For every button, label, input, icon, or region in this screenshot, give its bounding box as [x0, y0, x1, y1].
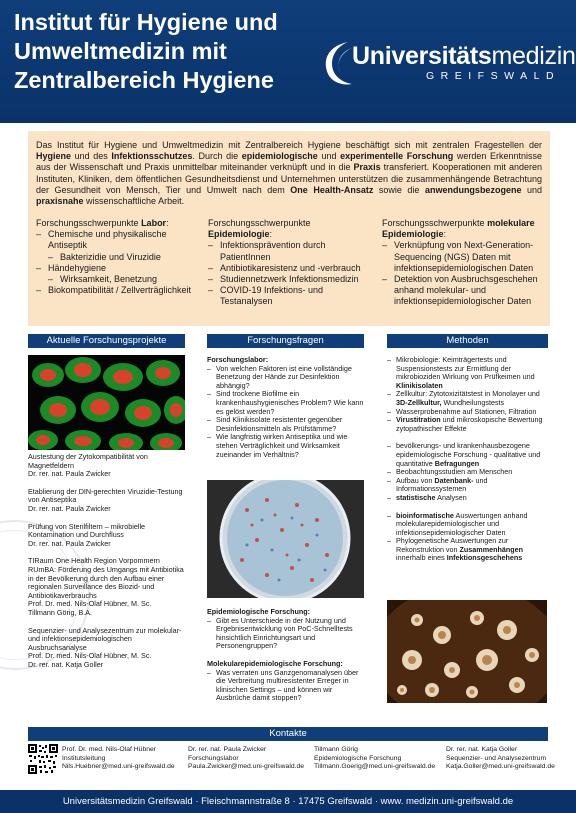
list-item: – Gibt es Unterschiede in der Nutzung und Ergebnisentwicklung von PoC-Schnelltests hinsichtlich Einrichtungsart und Personengruppen?	[207, 617, 367, 651]
contact-role: Forschungslabor	[188, 754, 239, 762]
questions-heading: Forschungslabor:	[207, 355, 269, 364]
list-item: – Wirksamkeit, Benetzung	[36, 274, 201, 285]
colonies-graphic	[387, 600, 547, 703]
intro-box	[28, 131, 550, 326]
project-item	[28, 453, 188, 479]
list-item: – Bakterizidie und Viruzidie	[36, 252, 201, 263]
petri-dish-image	[207, 480, 364, 598]
logo-wordmark-bold: Universitäts	[352, 42, 492, 70]
cell-fluorescence-image	[28, 355, 185, 450]
contact-name: Prof. Dr. med. Nils-Olaf Hübner	[62, 746, 157, 753]
contact-person	[314, 746, 442, 772]
project-person: Dr. rer. nat. Katja Goller	[28, 659, 104, 669]
contact-role: Sequenzier- und Analysezentrum	[446, 754, 547, 762]
list-item: – Zellkultur: Zytotoxizitätstest in Monolayer und 3D-Zellkultur, Wundheilungstests	[387, 390, 549, 407]
list-item: – Aufbau von Datenbank- und Informationssystemen	[387, 477, 549, 494]
intro-text: Das Institut für Hygiene und Umweltmedizin mit Zentralbereich Hygiene beschäftigt sich mit zentralen Fragestellen der Hygiene und des Infektionsschutzes. Durch die epidemiologische und experimentelle Forschung werden Erkenntnisse aus der Wissenschaft und Praxis unmittelbar miteinander verknüpft und in die Praxis transferiert. Kooperationen mit anderen Instituten, Kliniken, dem öffentlichen Gesundheitsdienst und Unternehmen unterstützen die zusammenhängende Betrachtung der Gesundheit von Mensch, Tier und Umwelt nach dem One Health-Ansatz sowie die anwendungsbezogene und praxisnahe wissenschaftliche Arbeit.	[36, 140, 543, 207]
cell-image-graphic	[28, 355, 185, 450]
focus-molecular	[382, 218, 550, 308]
list-item: – Von welchen Faktoren ist eine vollständige Benetzung der Hände zur Desinfektion abhängig?	[207, 365, 367, 391]
methods-group-mol	[387, 512, 549, 564]
footer: Universitätsmedizin Greifswald · Fleischmannstraße 8 · 17475 Greifswald · www. medizin.uni-greifswald.de	[0, 790, 576, 813]
focus-heading: Forschungsschwerpunkte Labor:	[36, 218, 169, 228]
project-title: Prüfung von Sterilfiltern – mikrobielle Kontamination und Durchfluss	[28, 521, 146, 540]
contact-role: Institutsleitung	[62, 754, 106, 762]
contact-person	[446, 746, 572, 772]
list-item: – Was verraten uns Ganzgenomanalysen über die Verbreitung multiresistenter Erreger in klinischen Settings – und können wir Ausbrüche damit stoppen?	[207, 669, 367, 703]
project-person: Dr. rer. nat. Paula Zwicker	[28, 469, 111, 479]
list-item: – bevölkerungs- und krankenhausbezogene epidemiologische Forschung - qualitative und quantitative Befragungen	[387, 442, 549, 468]
questions-labor	[207, 356, 367, 459]
project-person: Tillmann Görig, B.A.	[28, 607, 93, 617]
logo-city: GREIFSWALD	[426, 70, 561, 82]
qr-code-icon[interactable]	[28, 744, 58, 774]
focus-list	[36, 229, 201, 296]
methods-list	[387, 356, 549, 563]
list-item: – Virustitration und mikroskopische Bewertung zytopathischer Effekte	[387, 416, 549, 433]
focus-labor	[36, 218, 201, 296]
list-item: – Phylogenetische Auswertungen zur Rekonstruktion von Zusammenhängen innerhalb eines Infektionsgeschehens	[387, 537, 549, 563]
title-line: Zentralbereich Hygiene	[14, 67, 274, 93]
project-item	[28, 488, 188, 514]
university-logo	[318, 38, 576, 90]
list-item: – Mikrobiologie: Keimträgertests und Suspensionstests zur Ermittlung der mikrobioziden Wirkung von Prüfkeimen und Klinikisolaten	[387, 356, 549, 390]
contact-email[interactable]: Nils.Huebner@med.uni-greifswald.de	[62, 763, 175, 771]
logo-wordmark	[352, 42, 576, 71]
project-person: Prof. Dr. med. Nils-Olaf Hübner, M. Sc.	[28, 599, 152, 609]
title-line: Umweltmedizin mit	[14, 38, 227, 64]
contact-person	[62, 746, 184, 772]
list-item: – Verknüpfung von Next-Generation-Sequencing (NGS) Daten mit infektionsepidemiologischen Daten	[382, 240, 550, 274]
title-line: Institut für Hygiene und	[14, 9, 278, 35]
contact-email[interactable]: Katja.Goller@med.uni-greifswald.de	[446, 763, 555, 771]
project-title: Austestung der Zytokompatibilität von Magnetfeldern	[28, 452, 148, 470]
list-item: – Infektionsprävention durch PatientInnen	[208, 240, 373, 262]
focus-list	[208, 240, 373, 307]
list-item: – Händehygiene	[36, 263, 201, 274]
list-item: – Chemische und physikalische Antiseptik	[36, 229, 201, 251]
list-item: – Studiennetzwerk Infektionsmedizin	[208, 274, 373, 285]
list-item: – COVID-19 Infektions- und Testanalysen	[208, 285, 373, 307]
logo-wordmark-light: medizin	[491, 42, 576, 70]
methods-group-lab	[387, 356, 549, 433]
questions-epidemiology	[207, 608, 367, 703]
list-item: – bioinformatische Auswertungen anhand molekularepidemiologischer und infektionsepidemiologischer Daten	[387, 512, 549, 538]
questions-heading: Molekularepidemiologische Forschung:	[207, 658, 343, 668]
focus-heading: Forschungsschwerpunkte molekulare Epidemiologie:	[382, 218, 535, 240]
project-item	[28, 627, 188, 670]
methods-group-epi	[387, 442, 549, 502]
project-title: TIRaum One Health Region Vorpommern RUmBA: Förderung des Umgangs mit Antibiotika in der Bevölkerung durch den Aufbau einer regionalen Surveillance des Biozid- und Antibiotikaverbrauchs	[28, 556, 184, 600]
petri-dish-graphic	[207, 480, 364, 598]
list-item: – Detektion von Ausbruchsgeschehen anhand molekular- und infektionsepidemiologischer Daten	[382, 274, 550, 308]
contact-header: Kontakte	[28, 727, 548, 741]
project-item	[28, 523, 188, 549]
contact-email[interactable]: Tillmann.Goerig@med.uni-greifswald.de	[314, 763, 436, 771]
contact-name: Tillmann Görig	[314, 746, 358, 753]
questions-list	[207, 669, 367, 703]
contact-name: Dr. rer. nat. Katja Goller	[446, 746, 518, 753]
focus-list	[382, 240, 550, 307]
list-item: – Wie langfristig wirken Antiseptika und wie stehen Verträglichkeit und Wirksamkeit zueinander im Verhältnis?	[207, 433, 367, 459]
poster-title	[14, 8, 314, 95]
project-person: Dr. rer. nat. Paula Zwicker	[28, 503, 111, 513]
list-item: – Sind trockene Biofilme ein krankenhaushygienisches Problem? Wie kann es gelöst werden?	[207, 390, 367, 416]
list-item: – Beobachtungsstudien am Menschen	[387, 468, 549, 477]
section-projects-header: Aktuelle Forschungsprojekte	[28, 334, 185, 348]
project-title: Etablierung der DIN-gerechten Viruzidie-Testung von Antiseptika	[28, 486, 183, 505]
contact-name: Dr. rer. nat. Paula Zwicker	[188, 746, 267, 753]
focus-epidemiology	[208, 218, 373, 308]
contact-person	[188, 746, 308, 772]
section-questions-header: Forschungsfragen	[207, 334, 364, 348]
questions-list	[207, 365, 367, 460]
project-person: Prof. Dr. med. Nils-Olaf Hübner, M. Sc.	[28, 651, 152, 661]
questions-list	[207, 617, 367, 651]
questions-heading: Epidemiologische Forschung:	[207, 607, 311, 616]
focus-heading: Forschungsschwerpunkte Epidemiologie:	[208, 218, 311, 240]
list-item: – Sind Klinikisolate resistenter gegenüber Desinfektionsmitteln als Prüfstämme?	[207, 416, 367, 433]
list-item: – Biokompatibilität / Zellverträglichkeit	[36, 285, 201, 296]
header	[0, 0, 576, 123]
projects-list	[28, 453, 188, 678]
contact-role: Epidemiologische Forschung	[314, 754, 402, 762]
list-item: – Antibiotikaresistenz und -verbrauch	[208, 263, 373, 274]
project-person: Dr. rer. nat. Paula Zwicker	[28, 538, 111, 548]
section-methods-header: Methoden	[387, 334, 548, 348]
list-item: – Wasserprobenahme auf Stationen, Filtration	[387, 408, 549, 417]
project-item	[28, 557, 188, 617]
bacterial-colonies-image	[387, 600, 547, 703]
list-item: – statistische Analysen	[387, 494, 549, 503]
contact-email[interactable]: Paula.Zwicker@med.uni-greifswald.de	[188, 763, 305, 771]
project-title: Sequenzier- und Analysezentrum zur molekular- und infektionsepidemiologischen Ausbruchsanalyse	[28, 625, 182, 652]
